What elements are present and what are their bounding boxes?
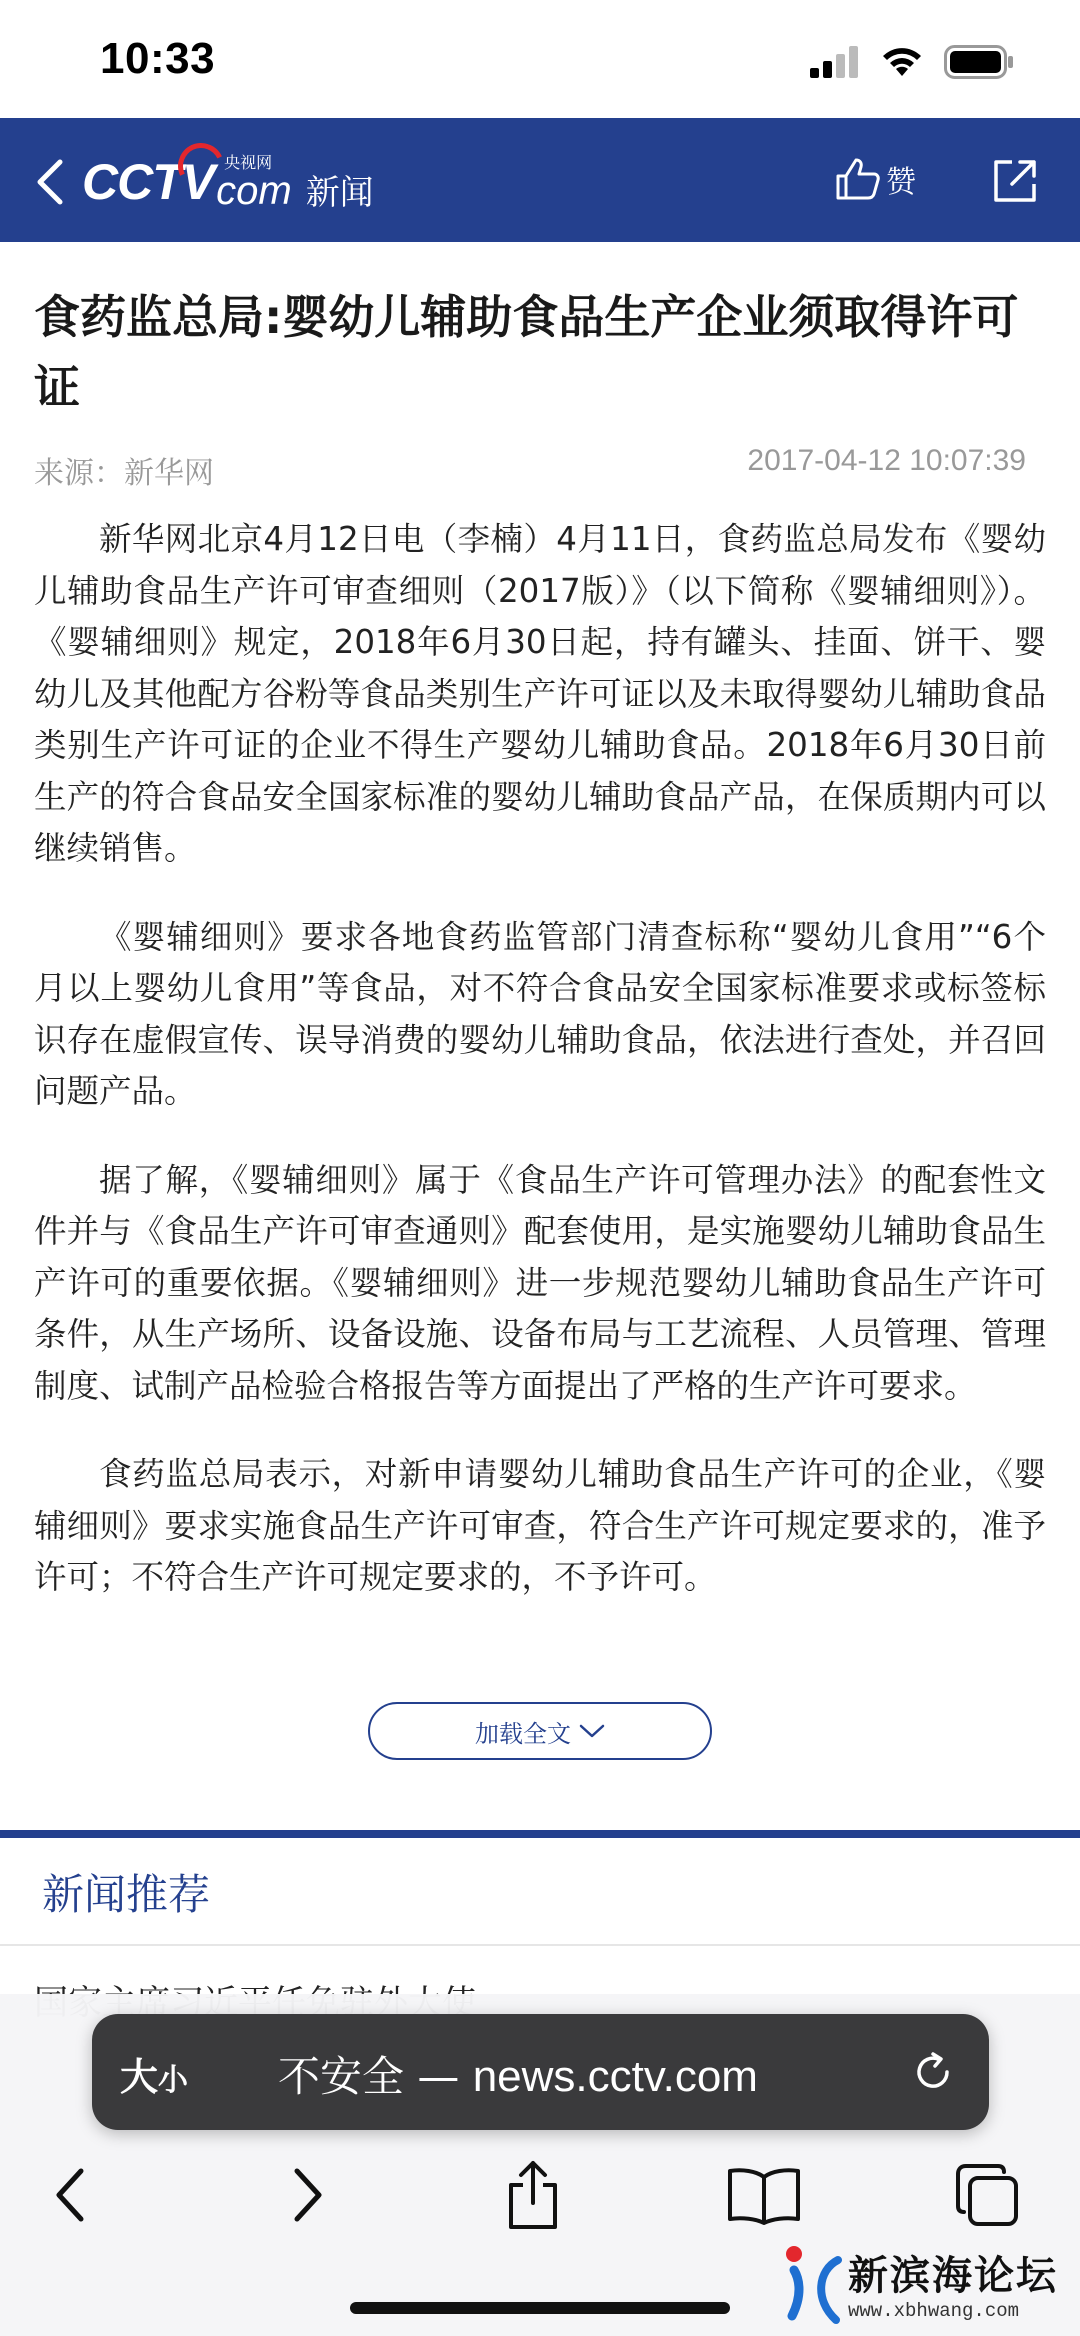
share-icon bbox=[503, 2159, 563, 2231]
battery-icon bbox=[944, 45, 1014, 79]
share-external-icon[interactable] bbox=[990, 156, 1040, 206]
recommend-section-title: 新闻推荐 bbox=[42, 1870, 211, 1919]
like-label: 赞 bbox=[886, 165, 916, 200]
forum-watermark bbox=[780, 2240, 1080, 2330]
browser-back-button[interactable] bbox=[36, 2160, 106, 2230]
article-body bbox=[34, 514, 1046, 1641]
load-full-label: 加载全文 bbox=[475, 1719, 571, 1748]
back-chevron-icon[interactable] bbox=[30, 158, 70, 206]
safari-address-bar[interactable] bbox=[92, 2014, 989, 2130]
tabs-icon bbox=[954, 2162, 1020, 2228]
watermark-url: www.xbhwang.com bbox=[848, 2300, 1020, 2322]
watermark-name: 新滨海论坛 bbox=[848, 2253, 1058, 2299]
chevron-down-icon bbox=[579, 1723, 605, 1739]
tabs-button[interactable] bbox=[952, 2160, 1022, 2230]
logo-news-text: 新闻 bbox=[305, 172, 374, 213]
forum-logo-icon bbox=[780, 2240, 846, 2330]
recommend-divider bbox=[0, 1944, 1080, 1946]
load-full-article-button[interactable] bbox=[368, 1702, 712, 1760]
logo-com-text: com bbox=[216, 169, 292, 213]
article-paragraph: 据了解，《婴辅细则》属于《食品生产许可管理办法》的配套性文件并与《食品生产许可审查通则》配套使用，是实施婴幼儿辅助食品生产许可的重要依据。《婴辅细则》进一步规范婴幼儿辅助食品生产许可条件，从生产场所、设备设施、设备布局与工艺流程、人员管理、管理制度、试制产品检验合格报告等方面提出了严格的生产许可要求。 bbox=[34, 1160, 1046, 1405]
reload-icon[interactable] bbox=[909, 2048, 957, 2096]
article-paragraph: 新华网北京4月12日电（李楠）4月11日，食药监总局发布《婴幼儿辅助食品生产许可审查细则（2017版）》（以下简称《婴辅细则》）。《婴辅细则》规定，2018年6月30日起，持有罐头、挂面、饼干、婴幼儿及其他配方谷粉等食品类别生产许可证以及未取得婴幼儿辅助食品类别生产许可证的企业不得生产婴幼儿辅助食品。2018年6月30日前生产的符合食品安全国家标准的婴幼儿辅助食品产品，在保质期内可以继续销售。 bbox=[34, 520, 1046, 867]
chevron-left-icon bbox=[51, 2165, 91, 2225]
book-icon bbox=[726, 2165, 802, 2225]
cctv-logo[interactable] bbox=[82, 142, 374, 222]
thumbs-up-icon bbox=[834, 156, 882, 202]
article-paragraph: 《婴辅细则》要求各地食药监管部门清查标称“婴幼儿食用”“6个月以上婴幼儿食用”等食品，对不符合食品安全国家标准要求或标签标识存在虚假宣传、误导消费的婴幼儿辅助食品，依法进行查处，并召回问题产品。 bbox=[34, 917, 1046, 1110]
logo-right bbox=[216, 153, 292, 213]
logo-cctv-text: CCTV bbox=[82, 153, 214, 211]
browser-forward-button[interactable] bbox=[272, 2160, 342, 2230]
like-button[interactable] bbox=[834, 156, 916, 202]
site-header bbox=[0, 118, 1080, 242]
logo-small-text: 央视网 bbox=[224, 153, 273, 172]
article-title: 食药监总局:婴幼儿辅助食品生产企业须取得许可证 bbox=[34, 290, 1019, 414]
page-text-size-button[interactable]: 大小 bbox=[120, 2055, 189, 2099]
share-button[interactable] bbox=[498, 2160, 568, 2230]
cellular-signal-icon bbox=[810, 46, 860, 78]
wifi-icon bbox=[880, 46, 924, 78]
article-source: 来源：新华网 bbox=[34, 456, 214, 491]
article-datetime: 2017-04-12 10:07:39 bbox=[747, 444, 1026, 477]
address-url[interactable]: 不安全 — news.cctv.com bbox=[278, 2052, 758, 2101]
article-paragraph: 食药监总局表示，对新申请婴幼儿辅助食品生产许可的企业，《婴辅细则》要求实施食品生产许可审查，符合生产许可规定要求的，准予许可；不符合生产许可规定要求的，不予许可。 bbox=[34, 1455, 1046, 1596]
section-divider bbox=[0, 1830, 1080, 1838]
bookmarks-button[interactable] bbox=[724, 2160, 804, 2230]
chevron-right-icon bbox=[287, 2165, 327, 2225]
status-icons bbox=[810, 44, 1014, 80]
status-bar bbox=[0, 0, 1080, 118]
status-time: 10:33 bbox=[100, 34, 216, 83]
home-indicator bbox=[350, 2302, 730, 2314]
